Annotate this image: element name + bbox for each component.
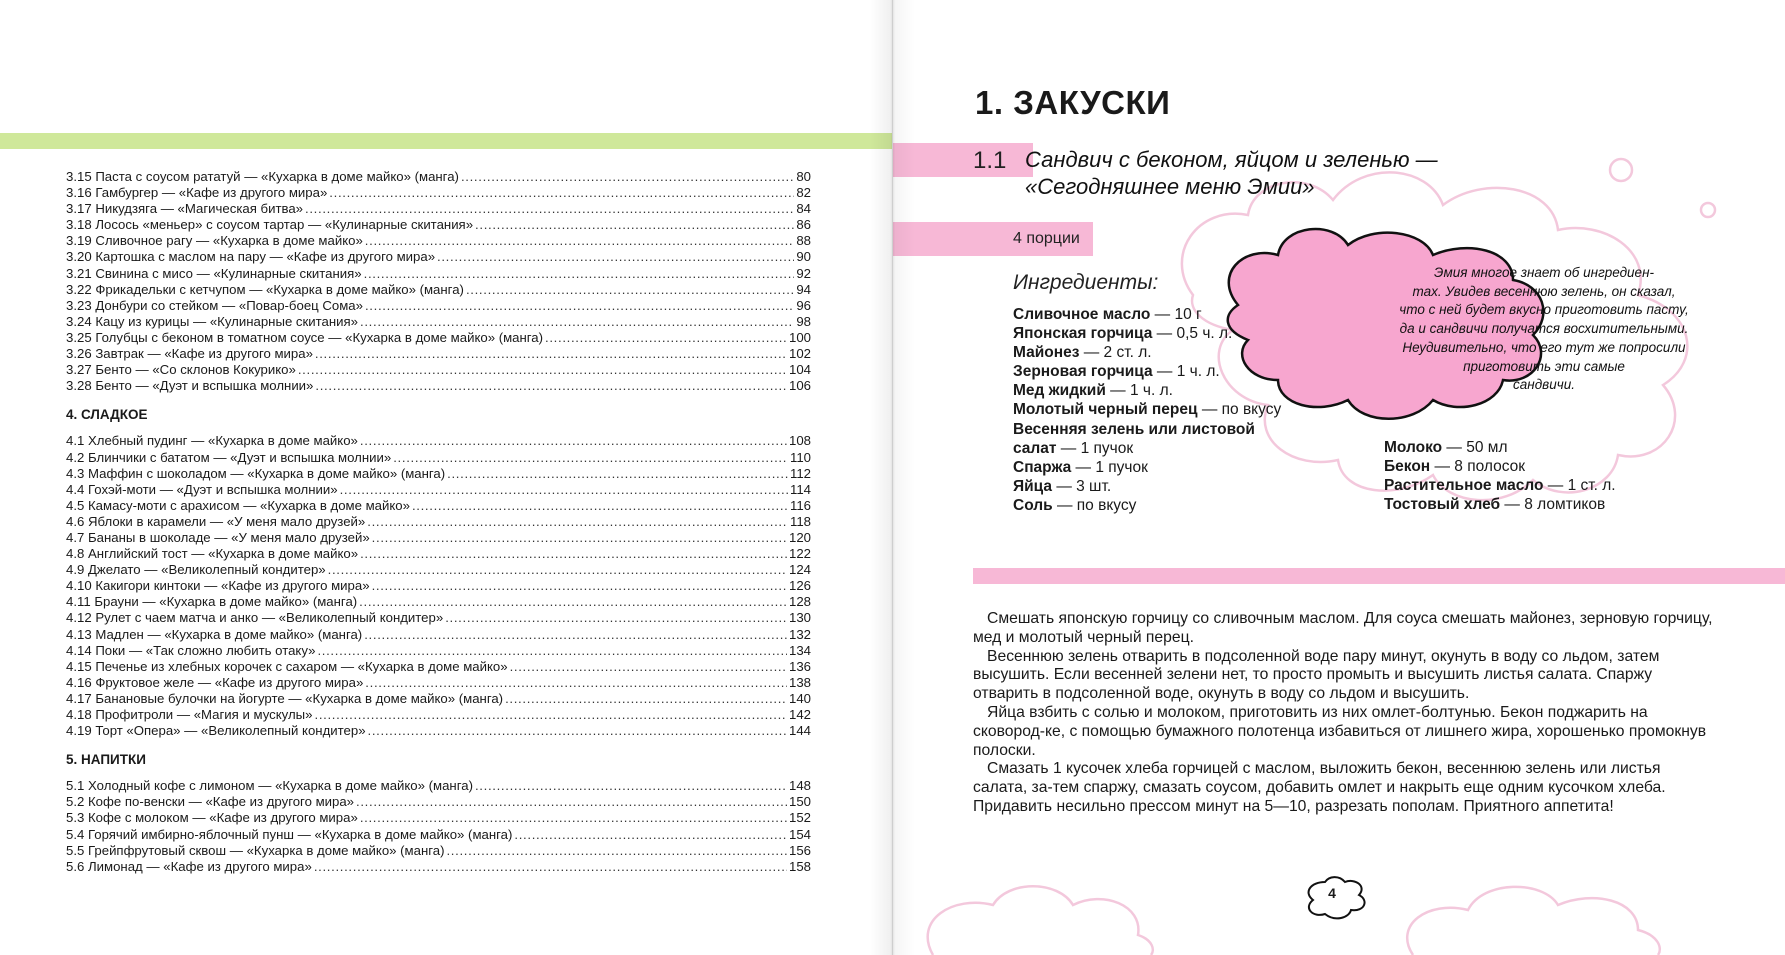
toc-leader-dots xyxy=(393,450,788,466)
section-heading-drinks: 5. НАПИТКИ xyxy=(66,752,146,768)
bottom-cloud-left xyxy=(928,886,1153,955)
toc-entry-page: 152 xyxy=(788,810,811,826)
toc-entry-title: 3.28 Бенто — «Дуэт и вспышка молнии» xyxy=(66,378,314,394)
method-paragraph: Смазать 1 кусочек хлеба горчицей с маслом, выложить бекон, весеннюю зелень или листья салата, за-тем спаржу, смазать соусом, добавить омлет и накрыть еще одним кусочком хлеба. Придавить несильно прессом минут на 5—10, разрезать пополам. Приятного аппетита! xyxy=(973,760,1666,815)
toc-leader-dots xyxy=(475,217,794,233)
toc-entry xyxy=(66,675,811,691)
toc-entry-title: 4.11 Брауни — «Кухарка в доме майко» (манга) xyxy=(66,594,358,610)
toc-entry-page: 96 xyxy=(796,297,811,313)
toc-entry xyxy=(66,723,811,739)
toc-entry xyxy=(66,466,811,482)
toc-leader-dots xyxy=(461,169,794,185)
ingredient-amount: — 1 ч. л. xyxy=(1152,363,1220,381)
toc-entry xyxy=(66,778,811,794)
toc-entry-title: 4.19 Торт «Опера» — «Великолепный кондитер» xyxy=(66,723,366,739)
thought-bubble-small-1 xyxy=(1610,159,1632,181)
speech-bubble-line: приготовить эти самые xyxy=(1463,358,1625,374)
toc-leader-dots xyxy=(505,691,787,707)
ingredient-name: Молоко xyxy=(1384,439,1443,456)
toc-entry-title: 5.4 Горячий имбирно-яблочный пунш — «Кухарка в доме майко» (манга) xyxy=(66,826,513,842)
ingredient-name: Сливочное масло xyxy=(1013,306,1151,323)
toc-entry-title: 3.18 Лосось «меньер» с соусом тартар — «Кулинарные скитания» xyxy=(66,217,474,233)
toc-leader-dots xyxy=(545,330,787,346)
toc-leader-dots xyxy=(365,233,795,249)
toc-entry xyxy=(66,594,811,610)
toc-leader-dots xyxy=(360,433,787,449)
toc-entry-page: 92 xyxy=(796,265,811,281)
toc-entry xyxy=(66,514,811,530)
toc-section-main-dishes xyxy=(66,169,811,394)
toc-entry-title: 4.7 Бананы в шоколаде — «У меня мало друзей» xyxy=(66,529,370,545)
toc-leader-dots xyxy=(315,346,787,362)
toc-entry-page: 144 xyxy=(788,723,811,739)
speech-bubble-text xyxy=(1379,264,1709,395)
toc-entry xyxy=(66,498,811,514)
toc-leader-dots xyxy=(368,723,787,739)
toc-entry-title: 3.27 Бенто — «Со склонов Кокурико» xyxy=(66,362,296,378)
toc-leader-dots xyxy=(372,530,787,546)
toc-entry-page: 110 xyxy=(789,449,811,465)
toc-entry xyxy=(66,827,811,843)
toc-entry xyxy=(66,282,811,298)
toc-entry xyxy=(66,266,811,282)
toc-entry-title: 4.9 Джелато — «Великолепный кондитер» xyxy=(66,562,326,578)
toc-leader-dots xyxy=(356,794,787,810)
toc-entry xyxy=(66,378,811,394)
toc-leader-dots xyxy=(359,594,787,610)
ingredient-name: Растительное масло xyxy=(1384,477,1544,495)
portions-label: 4 порции xyxy=(1013,230,1080,247)
toc-entry-title: 4.12 Рулет с чаем матча и анко — «Великолепный кондитер» xyxy=(66,610,444,626)
toc-leader-dots xyxy=(510,659,787,675)
ingredient-amount: — по вкусу xyxy=(1052,496,1137,514)
speech-bubble-line: сандвичи. xyxy=(1513,377,1575,393)
ingredient-name: Спаржа xyxy=(1013,458,1072,476)
toc-section-drinks xyxy=(66,778,811,875)
toc-entry-title: 4.15 Печенье из хлебных корочек с сахаром — «Кухарка в доме майко» xyxy=(66,658,508,674)
toc-entry xyxy=(66,643,811,659)
ingredient-item xyxy=(1013,305,1281,324)
toc-entry-page: 154 xyxy=(788,826,811,842)
toc-entry-title: 5.3 Кофе с молоком — «Кафе из другого мира» xyxy=(66,810,358,826)
ingredient-item xyxy=(1013,381,1281,400)
ingredient-name: Молотый черный перец xyxy=(1013,401,1198,419)
toc-entry-page: 148 xyxy=(788,778,811,794)
toc-entry-title: 5.1 Холодный кофе с лимоном — «Кухарка в доме майко» (манга) xyxy=(66,778,473,794)
toc-entry xyxy=(66,185,811,201)
toc-entry-title: 4.14 Поки — «Так сложно любить отаку» xyxy=(66,642,316,658)
speech-bubble-line: тах. Увидев весеннюю зелень, он сказал, xyxy=(1412,283,1676,299)
green-header-band xyxy=(0,133,892,149)
toc-entry-title: 3.25 Голубцы с беконом в томатном соусе — «Кухарка в доме майко» (манга) xyxy=(66,329,544,345)
speech-bubble-line: Эмия многое знает об ингредиен- xyxy=(1434,265,1654,280)
ingredient-amount: — 1 пучок xyxy=(1071,458,1148,476)
toc-entry xyxy=(66,578,811,594)
thought-bubble-small-2 xyxy=(1701,203,1715,217)
ingredient-amount: — 1 пучок xyxy=(1056,439,1134,457)
recipe-title xyxy=(1025,146,1545,200)
toc-leader-dots xyxy=(445,610,787,626)
toc-entry-title: 4.4 Гохэй-моти — «Дуэт и вспышка молнии» xyxy=(66,481,338,497)
toc-entry-page: 80 xyxy=(796,169,811,184)
toc-entry-title: 4.13 Мадлен — «Кухарка в доме майко» (манга) xyxy=(66,626,363,642)
ingredient-item xyxy=(1013,458,1281,477)
toc-leader-dots xyxy=(340,482,788,498)
book-gutter xyxy=(870,0,915,955)
toc-entry-title: 3.19 Сливочное рагу — «Кухарка в доме майко» xyxy=(66,233,363,249)
ingredients-list-column-2 xyxy=(1384,438,1616,514)
ingredient-name: Бекон xyxy=(1384,458,1431,476)
ingredient-item xyxy=(1384,495,1616,514)
toc-entry xyxy=(66,249,811,265)
toc-entry xyxy=(66,346,811,362)
ingredient-item xyxy=(1384,476,1616,495)
toc-entry xyxy=(66,314,811,330)
toc-entry-page: 156 xyxy=(788,842,811,858)
toc-entry-page: 84 xyxy=(796,201,811,217)
toc-entry-page: 108 xyxy=(788,433,811,449)
ingredient-item xyxy=(1013,400,1281,419)
toc-leader-dots xyxy=(305,201,794,217)
ingredient-item xyxy=(1013,343,1281,362)
ingredient-item xyxy=(1384,457,1616,476)
bottom-cloud-right xyxy=(1407,887,1660,955)
toc-entry-page: 116 xyxy=(789,497,811,513)
toc-entry-title: 4.6 Яблоки в карамели — «У меня мало друзей» xyxy=(66,513,366,529)
toc-entry-page: 104 xyxy=(788,362,811,378)
toc-leader-dots xyxy=(329,185,794,201)
toc-entry xyxy=(66,691,811,707)
toc-leader-dots xyxy=(298,362,787,378)
toc-leader-dots xyxy=(317,643,787,659)
toc-entry xyxy=(66,169,811,185)
toc-entry-title: 5.2 Кофе по-венски — «Кафе из другого мира» xyxy=(66,794,355,810)
toc-leader-dots xyxy=(367,514,788,530)
recipe-title-line-2: «Сегодняшнее меню Эмии» xyxy=(1025,174,1315,199)
chapter-title: 1. ЗАКУСКИ xyxy=(975,84,1171,121)
toc-entry-title: 3.15 Паста с соусом рататуй — «Кухарка в доме майко» (манга) xyxy=(66,169,459,184)
toc-entry-page: 150 xyxy=(788,794,811,810)
toc-entry-page: 136 xyxy=(788,658,811,674)
toc-entry xyxy=(66,233,811,249)
ingredient-name: Зерновая горчица xyxy=(1013,363,1153,381)
toc-entry-title: 5.5 Грейпфрутовый сквош — «Кухарка в доме майко» (манга) xyxy=(66,842,445,858)
ingredient-name: Японская горчица xyxy=(1013,325,1153,343)
toc-entry xyxy=(66,482,811,498)
toc-entry-title: 4.17 Банановые булочки на йогурте — «Кухарка в доме майко» (манга) xyxy=(66,690,504,706)
ingredient-name: Соль xyxy=(1013,496,1053,514)
toc-entry-title: 4.1 Хлебный пудинг — «Кухарка в доме майко» xyxy=(66,433,358,449)
ingredient-amount: — 0,5 ч. л. xyxy=(1152,325,1233,343)
toc-leader-dots xyxy=(360,546,787,562)
ingredient-name: Яйца xyxy=(1013,477,1053,495)
toc-entry xyxy=(66,810,811,826)
ingredients-list-column-1 xyxy=(1013,305,1281,515)
toc-entry-page: 158 xyxy=(788,858,811,874)
toc-entry-page: 94 xyxy=(796,281,811,297)
ingredient-name: Весенняя зелень или листовой xyxy=(1013,420,1255,438)
ingredient-amount: — 3 шт. xyxy=(1052,477,1112,495)
right-page xyxy=(893,0,1785,955)
toc-entry-title: 4.3 Маффин с шоколадом — «Кухарка в доме майко» (манга) xyxy=(66,465,446,481)
toc-entry-title: 4.18 Профитроли — «Магия и мускулы» xyxy=(66,707,313,722)
ingredient-amount: — по вкусу xyxy=(1197,401,1282,419)
toc-entry-page: 88 xyxy=(796,233,811,249)
toc-entry-title: 4.2 Блинчики с бататом — «Дуэт и вспышка молнии» xyxy=(66,449,392,465)
ingredient-item xyxy=(1013,439,1281,458)
toc-entry-title: 5.6 Лимонад — «Кафе из другого мира» xyxy=(66,858,312,874)
ingredient-amount: — 1 ч. л. xyxy=(1105,382,1173,400)
toc-entry-page: 106 xyxy=(788,378,811,394)
ingredient-item xyxy=(1013,420,1281,439)
toc-leader-dots xyxy=(475,778,787,794)
toc-entry-page: 102 xyxy=(788,346,811,362)
toc-entry-title: 3.23 Донбури со стейком — «Повар-боец Сома» xyxy=(66,297,363,313)
toc-leader-dots xyxy=(315,378,787,394)
toc-leader-dots xyxy=(372,578,787,594)
toc-entry-page: 134 xyxy=(788,642,811,658)
toc-entry-page: 126 xyxy=(788,578,811,594)
toc-entry xyxy=(66,546,811,562)
toc-entry-page: 118 xyxy=(789,513,811,529)
ingredient-name: Майонез xyxy=(1013,344,1080,362)
toc-entry-title: 3.26 Завтрак — «Кафе из другого мира» xyxy=(66,346,313,362)
toc-entry-page: 132 xyxy=(788,626,811,642)
toc-leader-dots xyxy=(315,707,787,723)
toc-leader-dots xyxy=(365,675,787,691)
toc-leader-dots xyxy=(314,859,787,875)
toc-entry xyxy=(66,843,811,859)
toc-entry xyxy=(66,217,811,233)
toc-leader-dots xyxy=(514,827,787,843)
toc-leader-dots xyxy=(360,314,794,330)
ingredient-amount: — 2 ст. л. xyxy=(1079,344,1152,362)
ingredient-item xyxy=(1384,438,1616,457)
method-paragraph: Весеннюю зелень отварить в подсоленной воде пару минут, окунуть в воду со льдом, затем высушить. Если весенней зелени нет, то просто промыть и высушить листья салата. Спаржу отварить в подсоленной воде, окунуть в воду со льдом и высушить. xyxy=(973,647,1660,703)
ingredient-amount: — 50 мл xyxy=(1442,439,1508,456)
left-page xyxy=(0,0,892,955)
toc-entry-page: 100 xyxy=(788,329,811,345)
speech-bubble-line: Неудивительно, что его тут же попросили xyxy=(1402,339,1686,355)
toc-section-sweet xyxy=(66,433,811,739)
toc-leader-dots xyxy=(328,562,787,578)
ingredient-name: Мед жидкий xyxy=(1013,382,1106,400)
ingredient-item xyxy=(1013,362,1281,381)
table-of-contents xyxy=(66,169,811,875)
toc-leader-dots xyxy=(365,298,794,314)
ingredient-amount: — 1 ст. л. xyxy=(1543,477,1616,495)
ingredient-amount: — 8 ломтиков xyxy=(1500,496,1606,514)
toc-leader-dots xyxy=(447,466,788,482)
recipe-number: 1.1 xyxy=(973,147,1007,174)
ingredient-name: салат xyxy=(1013,439,1057,457)
toc-entry-page: 112 xyxy=(789,465,811,481)
speech-bubble-line: что с ней будет вкусно приготовить пасту, xyxy=(1399,302,1689,318)
toc-entry xyxy=(66,362,811,378)
toc-entry-title: 3.20 Картошка с маслом на пару — «Кафе из другого мира» xyxy=(66,249,436,265)
toc-entry-page: 90 xyxy=(796,249,811,265)
toc-entry xyxy=(66,433,811,449)
toc-entry-title: 4.10 Какигори кинтоки — «Кафе из другого мира» xyxy=(66,578,370,594)
pink-divider-band xyxy=(973,568,1785,584)
toc-entry xyxy=(66,298,811,314)
method-paragraph: Смешать японскую горчицу со сливочным маслом. Для соуса смешать майонез, зерновую горчицу, мед и молотый черный перец. xyxy=(973,610,1713,646)
toc-entry-title: 4.5 Камасу-моти с арахисом — «Кухарка в доме майко» xyxy=(66,497,410,513)
toc-leader-dots xyxy=(360,810,787,826)
toc-leader-dots xyxy=(412,498,788,514)
toc-entry-title: 3.24 Кацу из курицы — «Кулинарные скитания» xyxy=(66,313,359,329)
ingredient-name: Тостовый хлеб xyxy=(1384,496,1501,514)
toc-leader-dots xyxy=(466,282,794,298)
toc-entry-page: 128 xyxy=(788,594,811,610)
toc-entry xyxy=(66,201,811,217)
recipe-title-line-1: Сандвич с беконом, яйцом и зеленью — xyxy=(1025,147,1438,172)
toc-entry xyxy=(66,627,811,643)
toc-entry xyxy=(66,707,811,723)
toc-entry-page: 138 xyxy=(788,674,811,690)
ingredient-amount: — 10 г xyxy=(1150,306,1202,323)
toc-entry xyxy=(66,530,811,546)
ingredient-amount: — 8 полосок xyxy=(1430,458,1526,476)
ingredient-item xyxy=(1013,496,1281,515)
toc-entry xyxy=(66,859,811,875)
toc-entry-page: 124 xyxy=(788,562,811,578)
toc-entry-page: 82 xyxy=(796,185,811,201)
toc-entry-page: 98 xyxy=(796,313,811,329)
toc-entry-title: 3.16 Гамбургер — «Кафе из другого мира» xyxy=(66,185,328,201)
toc-entry-title: 3.22 Фрикадельки с кетчупом — «Кухарка в доме майко» (манга) xyxy=(66,281,464,297)
toc-entry xyxy=(66,659,811,675)
toc-entry xyxy=(66,562,811,578)
section-heading-sweet: 4. СЛАДКОЕ xyxy=(66,407,148,423)
toc-entry-title: 3.21 Свинина с мисо — «Кулинарные скитания» xyxy=(66,265,362,281)
ingredients-heading: Ингредиенты: xyxy=(1013,271,1159,294)
toc-leader-dots xyxy=(364,627,787,643)
toc-leader-dots xyxy=(437,249,794,265)
toc-entry-page: 130 xyxy=(788,610,811,626)
toc-entry-page: 114 xyxy=(789,481,811,497)
toc-entry-title: 4.8 Английский тост — «Кухарка в доме майко» xyxy=(66,546,359,562)
toc-entry xyxy=(66,330,811,346)
toc-entry-page: 140 xyxy=(788,690,811,706)
toc-entry xyxy=(66,610,811,626)
speech-bubble-line: да и сандвичи получатся восхитительными. xyxy=(1399,321,1689,337)
toc-entry xyxy=(66,450,811,466)
method-paragraph: Яйца взбить с солью и молоком, приготовить из них омлет-болтунью. Бекон поджарить на сковород-ке, с помощью бумажного полотенца избавиться от лишнего жира, хорошенько промокнув полоски. xyxy=(973,703,1707,759)
method-text xyxy=(973,610,1718,817)
ingredient-item xyxy=(1013,477,1281,496)
toc-entry-title: 4.16 Фруктовое желе — «Кафе из другого мира» xyxy=(66,674,364,690)
toc-leader-dots xyxy=(446,843,787,859)
ingredient-item xyxy=(1013,324,1281,343)
page-number: 4 xyxy=(1328,885,1336,901)
toc-leader-dots xyxy=(364,266,795,282)
toc-entry xyxy=(66,794,811,810)
toc-entry-page: 122 xyxy=(788,546,811,562)
toc-entry-title: 3.17 Никудзяга — «Магическая битва» xyxy=(66,201,304,217)
toc-entry-page: 142 xyxy=(788,707,811,722)
toc-entry-page: 86 xyxy=(796,217,811,233)
toc-entry-page: 120 xyxy=(788,529,811,545)
